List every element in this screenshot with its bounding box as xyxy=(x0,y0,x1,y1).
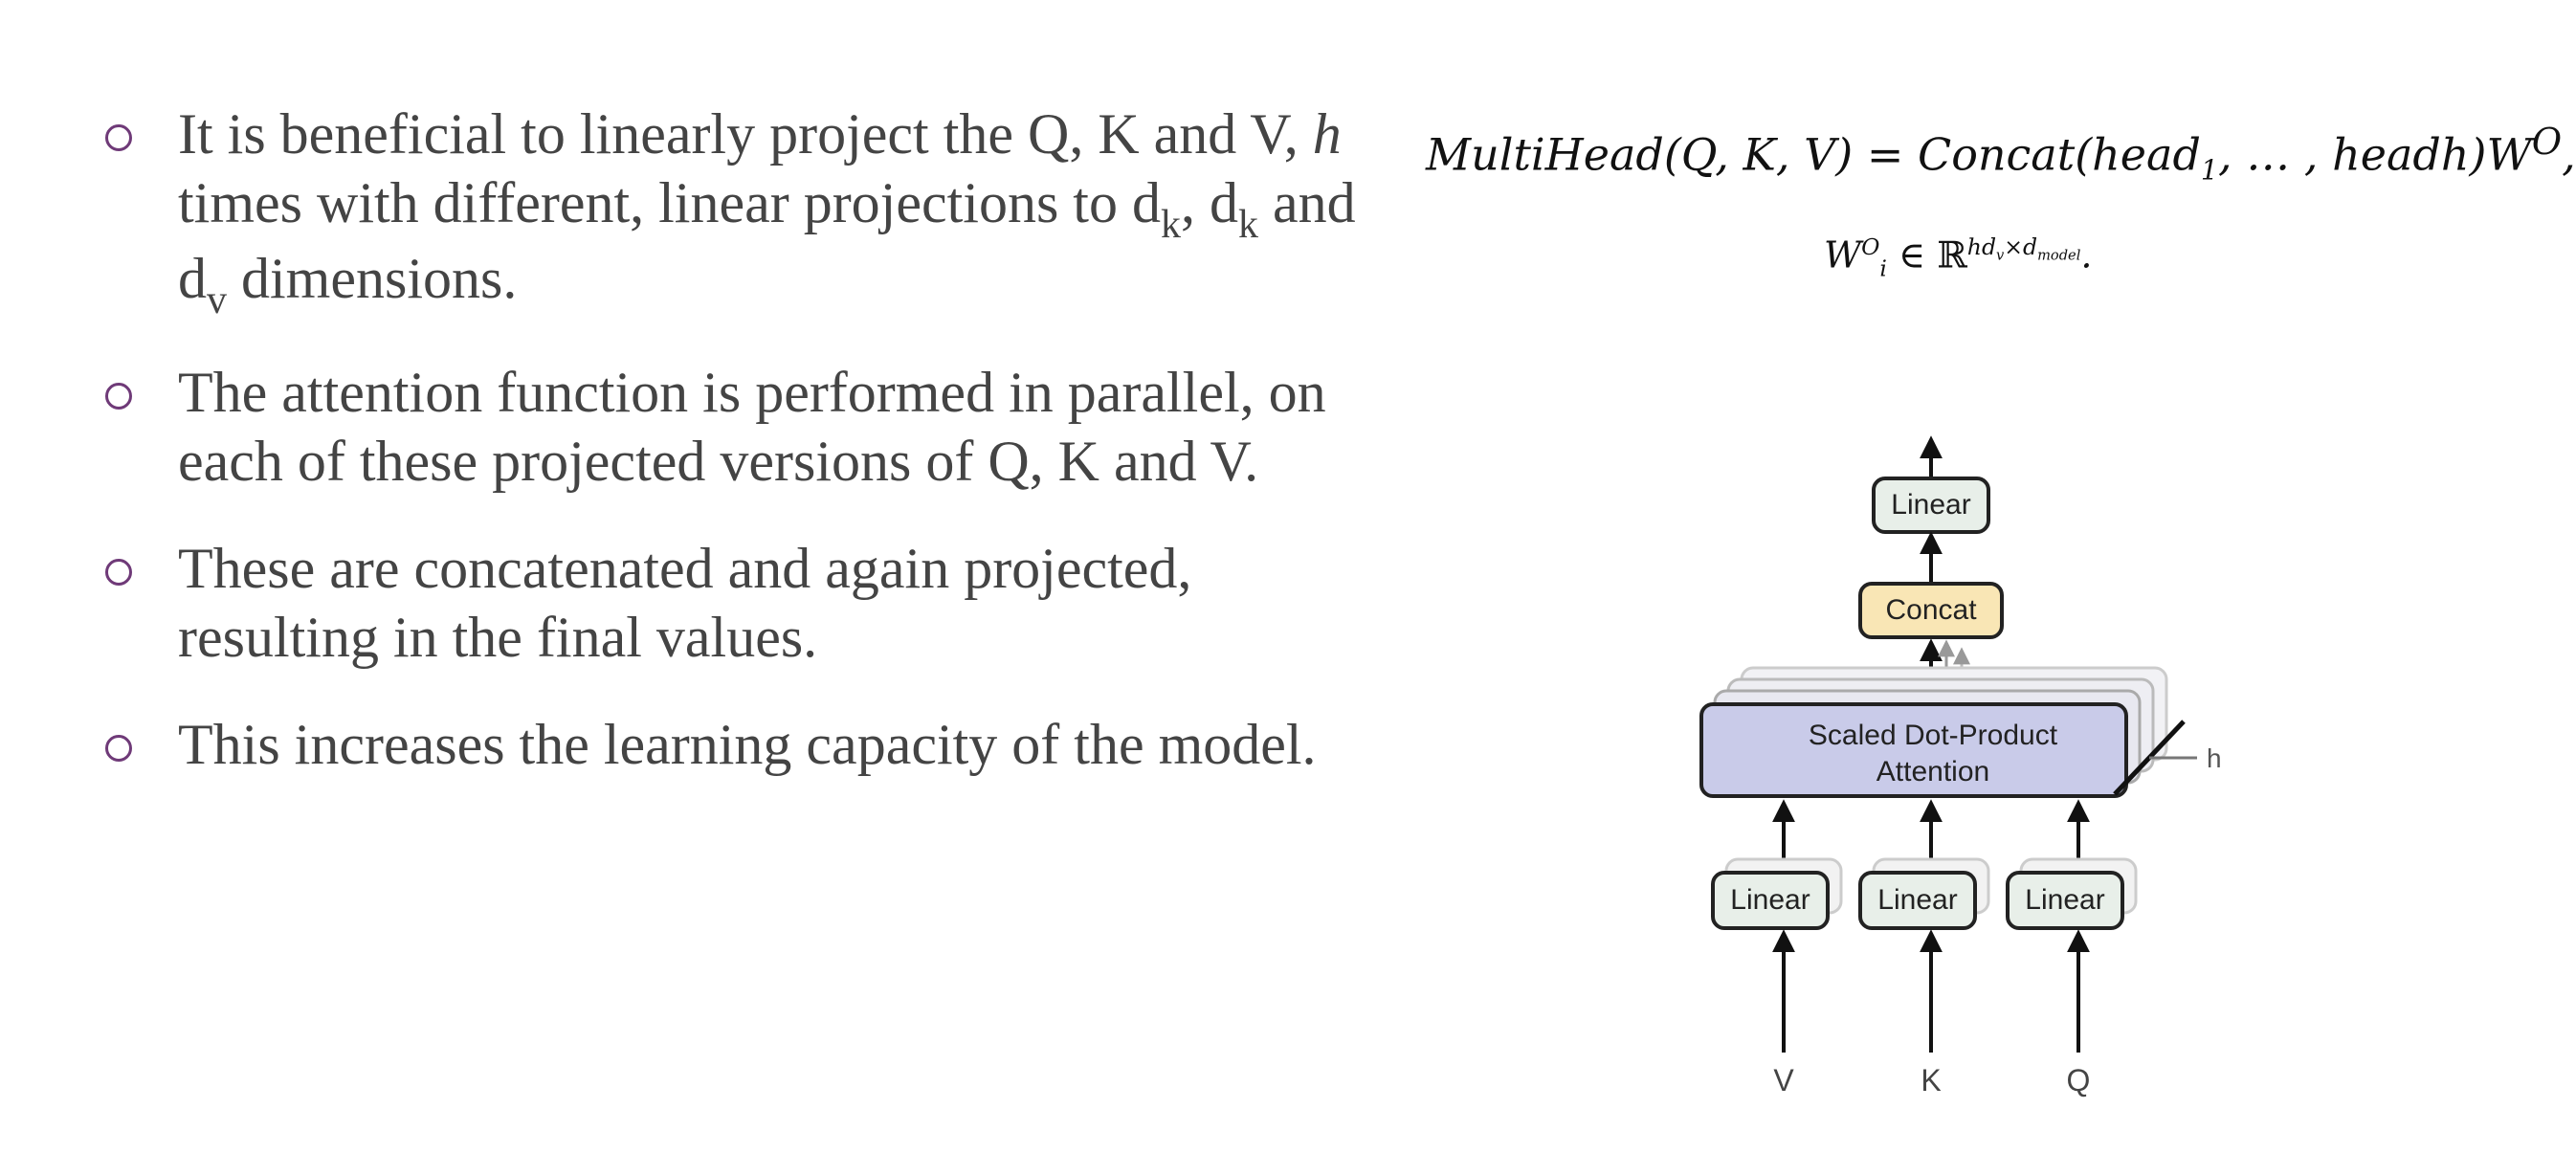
bullet-item xyxy=(105,710,1378,779)
circle-bullet-icon xyxy=(105,735,132,762)
circle-bullet-icon xyxy=(105,383,132,410)
concat-label: Concat xyxy=(1885,594,1977,626)
linear-label-v: Linear xyxy=(1730,884,1810,916)
formula-superscript: O xyxy=(2531,121,2563,164)
formula-subscript: 1 xyxy=(2200,154,2219,187)
h-label: h xyxy=(2207,743,2222,773)
multihead-formula xyxy=(1426,121,2576,187)
weight-dimension-formula xyxy=(1824,233,2092,281)
formula-lhs: MultiHead(Q, K, V) xyxy=(1426,128,1854,181)
formula-end: . xyxy=(2080,233,2093,277)
formula-end: , xyxy=(2562,128,2576,181)
linear-label-k: Linear xyxy=(1877,884,1958,916)
diagram-svg xyxy=(1684,421,2258,1110)
formula-dimension: hdv×dmodel xyxy=(1966,233,2081,264)
bullet-text: and d xyxy=(178,171,1356,310)
formula-rhs: , … , headh)W xyxy=(2218,128,2532,181)
attention-label-line1: Scaled Dot-Product xyxy=(1808,720,2058,751)
circle-bullet-icon xyxy=(105,124,132,151)
bullet-text: It is beneficial to linearly project the Q, K and V, xyxy=(178,102,1313,166)
linear-label-q: Linear xyxy=(2025,884,2105,916)
subscript: k xyxy=(1237,203,1258,247)
bullet-text: This increases the learning capacity of the model. xyxy=(178,713,1317,776)
formula-equals: = xyxy=(1853,128,1919,181)
input-label-v: V xyxy=(1773,1063,1794,1098)
bullet-text: times with different, linear projections to d xyxy=(178,171,1161,234)
bullet-text: , d xyxy=(1180,171,1238,234)
formula-w: W xyxy=(1824,233,1862,277)
circle-bullet-icon xyxy=(105,559,132,586)
bullet-text: These are concatenated and again projected, resulting in the final values. xyxy=(178,537,1192,669)
formula-subscript: i xyxy=(1879,255,1887,282)
attention-label-line2: Attention xyxy=(1876,756,1990,787)
bullet-text: h xyxy=(1312,102,1342,166)
bullet-item xyxy=(105,534,1378,672)
formula-in-reals: ∈ ℝ xyxy=(1886,233,1967,277)
input-label-q: Q xyxy=(2066,1063,2091,1098)
formula-rhs: Concat(head xyxy=(1918,128,2201,181)
bullet-item xyxy=(105,358,1378,496)
subscript: v xyxy=(207,278,227,322)
bullet-list xyxy=(105,100,1378,817)
subscript: k xyxy=(1160,203,1181,247)
bullet-text: The attention function is performed in parallel, on each of these projected versions of Q, K and V. xyxy=(178,361,1326,493)
top-linear-label: Linear xyxy=(1891,489,1971,521)
multihead-attention-diagram xyxy=(1684,421,2258,1115)
bullet-text: dimensions. xyxy=(227,247,518,310)
bullet-item xyxy=(105,100,1378,320)
input-label-k: K xyxy=(1921,1063,1942,1098)
formula-superscript: O xyxy=(1861,233,1880,260)
